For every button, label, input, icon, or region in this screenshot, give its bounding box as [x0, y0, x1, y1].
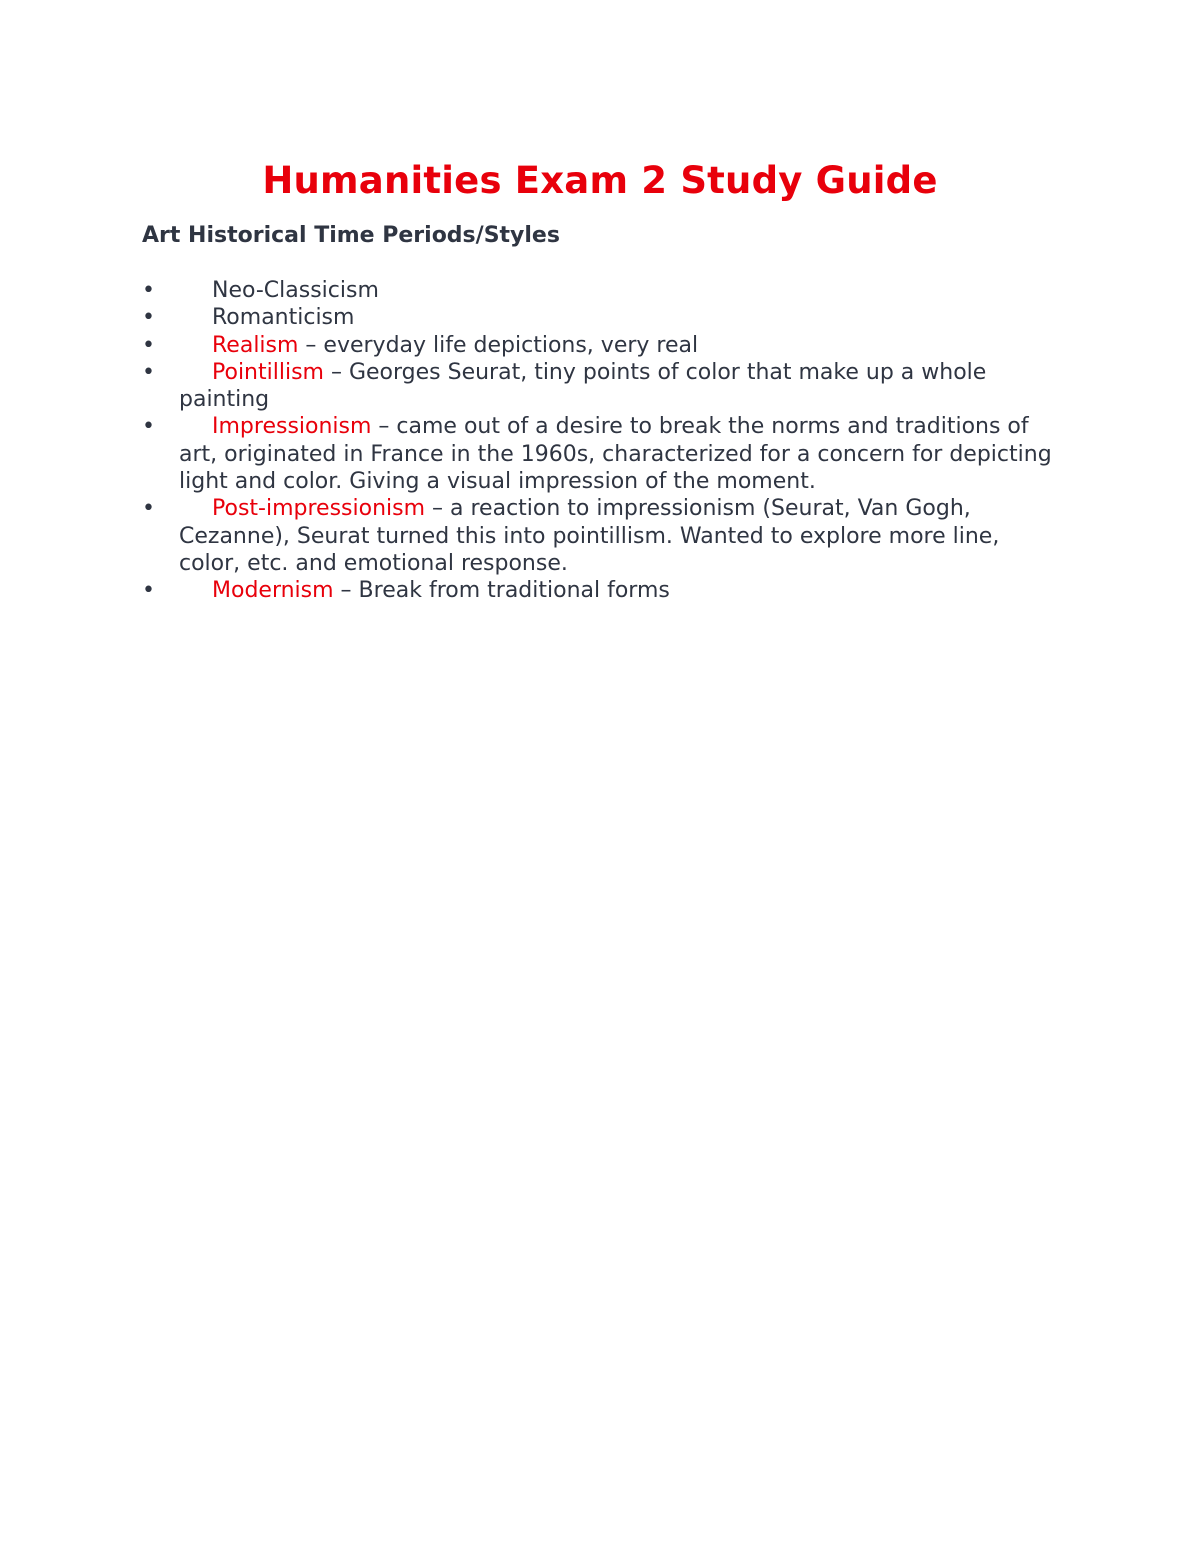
- list-item-term: Impressionism: [212, 414, 372, 440]
- bullet-icon: •: [142, 278, 155, 303]
- list-item: [142, 495, 1062, 577]
- list-item: [142, 277, 1062, 304]
- list-item-term: Neo-Classicism: [212, 278, 379, 303]
- bullet-icon: •: [142, 305, 155, 331]
- bullet-icon: •: [142, 496, 155, 522]
- bullet-icon: •: [142, 332, 155, 358]
- list-item: [142, 577, 1062, 604]
- bullet-list: [142, 277, 1062, 605]
- list-item: [142, 332, 1062, 359]
- section-heading: Art Historical Time Periods/Styles: [142, 223, 560, 248]
- page-title: Humanities Exam 2 Study Guide: [262, 159, 938, 202]
- list-item-description: – everyday life depictions, very real: [298, 332, 699, 358]
- list-item-term: Post-impressionism: [212, 496, 426, 522]
- list-item: [142, 359, 1062, 414]
- bullet-icon: •: [142, 414, 155, 440]
- list-item-description: – Break from traditional forms: [333, 578, 670, 604]
- bullet-icon: •: [142, 578, 155, 604]
- list-item-term: Realism: [212, 332, 299, 358]
- list-item-term: Romanticism: [212, 305, 355, 331]
- list-item-description: – Georges Seurat, tiny points of color that make up a whole painting: [179, 359, 987, 413]
- list-item-description: – a reaction to impressionism (Seurat, Van Gogh, Cezanne), Seurat turned this into pointillism. Wanted to explore more line, color, etc. and emotional response.: [179, 496, 1000, 576]
- list-item-term: Modernism: [212, 578, 334, 604]
- list-item: [142, 304, 1062, 331]
- list-item-description: – came out of a desire to break the norms and traditions of art, originated in France in the 1960s, characterized for a concern for depicting light and color. Giving a visual impression of the moment.: [179, 414, 1052, 495]
- list-item-term: Pointillism: [212, 359, 324, 385]
- list-item: [142, 413, 1062, 495]
- bullet-icon: •: [142, 359, 155, 385]
